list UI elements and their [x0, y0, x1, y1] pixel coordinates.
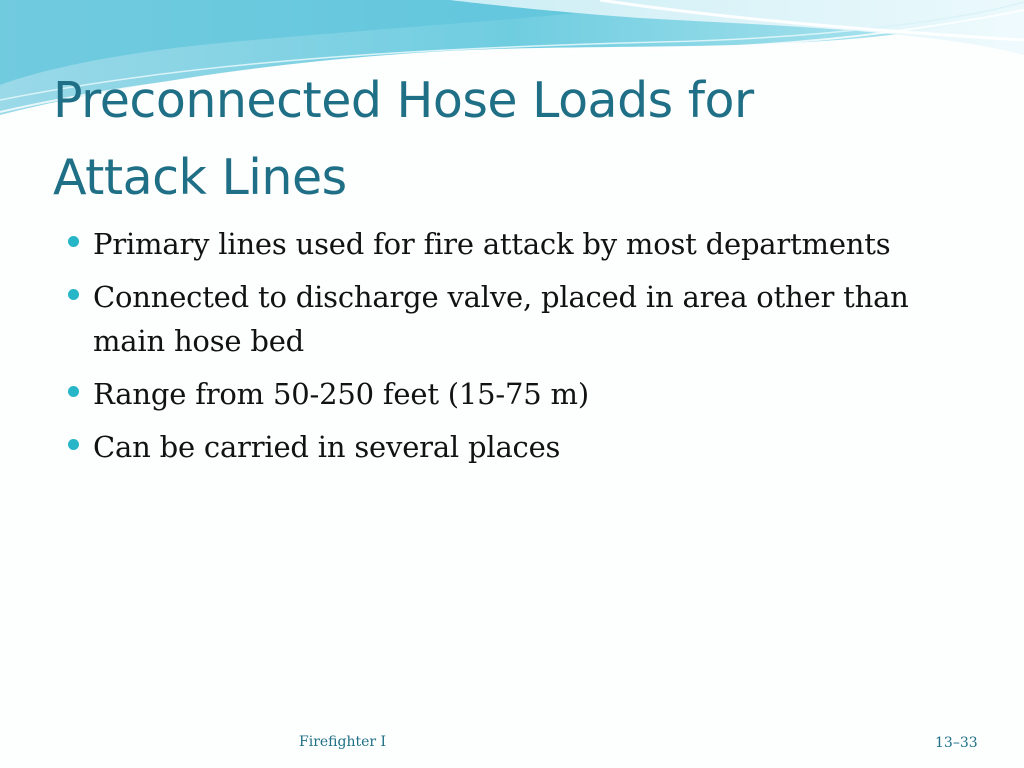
bullet-item [66, 372, 966, 416]
bullet-text: Can be carried in several places [93, 430, 561, 464]
slide-title-line1: Preconnected Hose Loads for [53, 72, 754, 129]
bullet-item [66, 222, 966, 266]
bullet-text: Range from 50-250 feet (15-75 m) [93, 377, 589, 411]
slide-title [53, 62, 953, 216]
slide-title-line2: Attack Lines [53, 149, 347, 206]
footer-course-title: Firefighter I [299, 734, 387, 750]
bullet-item [66, 425, 966, 469]
bullet-item [66, 275, 966, 363]
bullet-list [66, 222, 966, 478]
bullet-dot-icon [68, 439, 79, 450]
bullet-dot-icon [68, 289, 79, 300]
bullet-text: Connected to discharge valve, placed in area other than main hose bed [93, 280, 909, 358]
bullet-text: Primary lines used for fire attack by most departments [93, 227, 891, 261]
bullet-dot-icon [68, 386, 79, 397]
footer-slide-number: 13–33 [935, 735, 978, 751]
bullet-dot-icon [68, 236, 79, 247]
